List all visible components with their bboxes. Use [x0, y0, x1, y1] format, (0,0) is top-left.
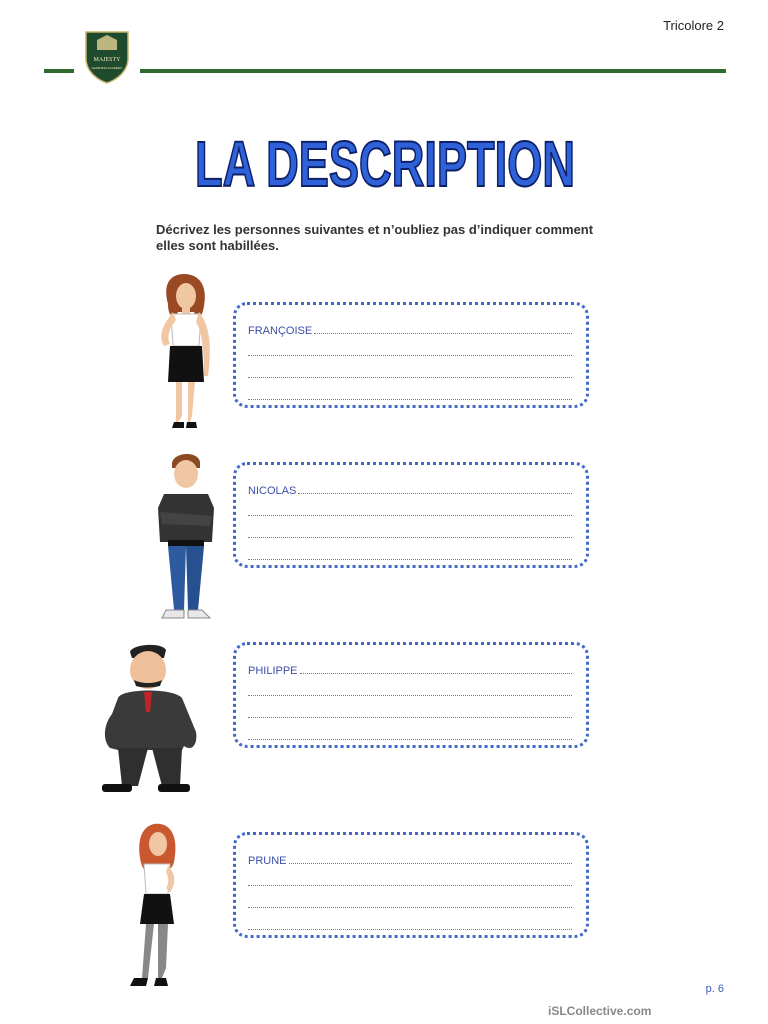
- description-box-philippe: [233, 642, 589, 748]
- person-name-prune: PRUNE: [248, 855, 287, 867]
- person-name-nicolas: NICOLAS: [248, 485, 297, 497]
- logo-text: MAJESTY: [93, 57, 121, 63]
- page-title: [190, 128, 580, 198]
- answer-line[interactable]: [248, 505, 572, 516]
- answer-line[interactable]: [298, 483, 572, 494]
- school-logo: [82, 28, 132, 84]
- person-name-philippe: PHILIPPE: [248, 665, 298, 677]
- answer-line[interactable]: [248, 685, 572, 696]
- prune-illustration: [118, 818, 204, 990]
- header-rule-right: [140, 69, 726, 73]
- answer-line[interactable]: [248, 345, 572, 356]
- answer-line[interactable]: [248, 729, 572, 740]
- description-box-francoise: [233, 302, 589, 408]
- logo-subtext: LEARNING ACADEMY: [91, 66, 123, 70]
- answer-line[interactable]: [248, 897, 572, 908]
- footer-watermark: iSLCollective.com: [548, 1004, 652, 1018]
- description-box-nicolas: [233, 462, 589, 568]
- francoise-illustration: [138, 266, 234, 432]
- answer-line[interactable]: [248, 527, 572, 538]
- header-label: Tricolore 2: [663, 18, 724, 33]
- answer-line[interactable]: [248, 919, 572, 930]
- page-number: p. 6: [705, 983, 724, 995]
- answer-line[interactable]: [289, 853, 572, 864]
- answer-line[interactable]: [314, 323, 572, 334]
- header-rule-left: [44, 69, 74, 73]
- answer-line[interactable]: [248, 367, 572, 378]
- answer-line[interactable]: [248, 549, 572, 560]
- philippe-illustration: [92, 640, 214, 794]
- instructions-text: Décrivez les personnes suivantes et n’oubliez pas d’indiquer comment elles sont habillées.: [156, 222, 594, 253]
- description-box-prune: [233, 832, 589, 938]
- page-title-text: LA DESCRIPTION: [195, 128, 575, 200]
- answer-line[interactable]: [248, 707, 572, 718]
- answer-line[interactable]: [300, 663, 572, 674]
- answer-line[interactable]: [248, 875, 572, 886]
- nicolas-illustration: [138, 446, 234, 626]
- answer-line[interactable]: [248, 389, 572, 400]
- person-name-francoise: FRANÇOISE: [248, 325, 313, 337]
